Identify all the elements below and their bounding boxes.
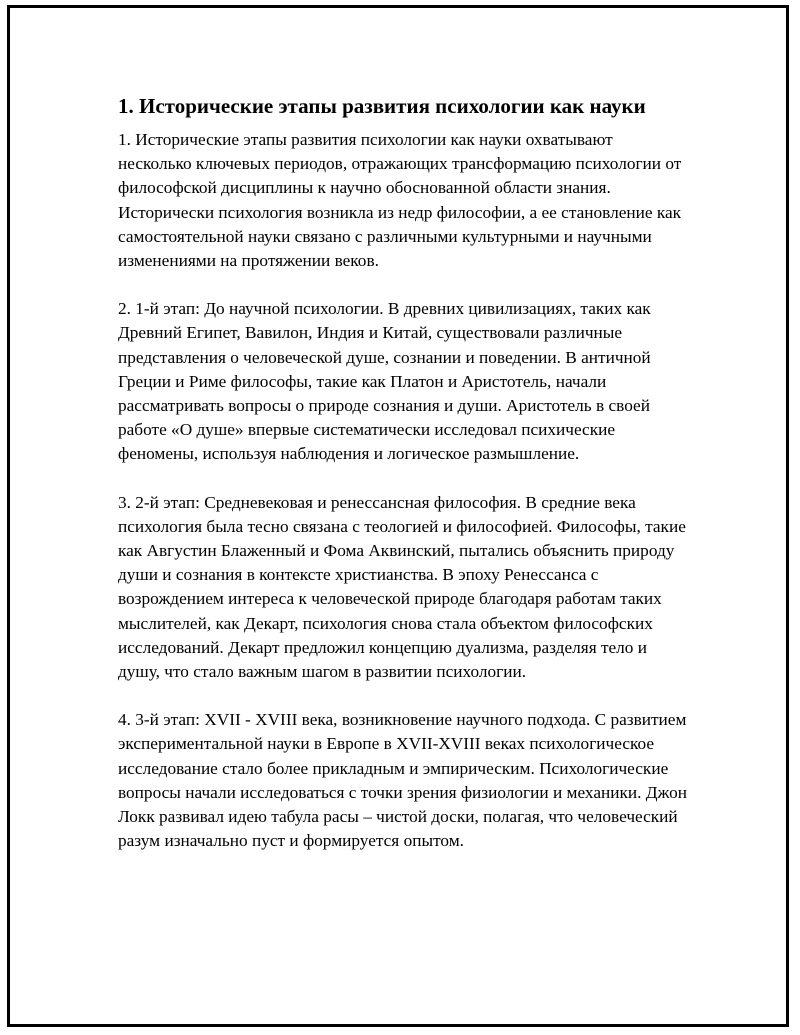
paragraph-stage-3: 4. 3-й этап: XVII - XVIII века, возникновение научного подхода. С развитием экспериментальной науки в Европе в XVII-XVIII веках психологическое исследование стало более прикладным и эмпирическим. Психологические вопросы начали исследоваться с точки зрения физиологии и механики. Джон Локк развивал идею табула расы – чистой доски, полагая, что человеческий разум изначально пуст и формируется опытом. [118, 710, 687, 851]
document-heading: 1. Исторические этапы развития психологии как науки [118, 94, 646, 118]
paragraph-stage-2: 3. 2-й этап: Средневековая и ренессансная философия. В средние века психология была тесно связана с теологией и философией. Философы, такие как Августин Блаженный и Фома Аквинский, пытались объяснить природу души и сознания в контексте христианства. В эпоху Ренессанса с возрождением интереса к человеческой природе благодаря работам таких мыслителей, как Декарт, психология снова стала объектом философских исследований. Декарт предложил концепцию дуализма, разделяя тело и душу, что стало важным шагом в развитии психологии. [118, 492, 686, 682]
document-body [110, 92, 690, 853]
paragraph-stage-1: 2. 1-й этап: До научной психологии. В древних цивилизациях, таких как Древний Египет, Вавилон, Индия и Китай, существовали различные представления о человеческой душе, сознании и поведении. В античной Греции и Риме философы, такие как Платон и Аристотель, начали рассматривать вопросы о природе сознания и души. Аристотель в своей работе «О душе» впервые систематически исследовал психические феномены, используя наблюдения и логическое размышление. [118, 299, 651, 464]
paragraph-intro: 1. Исторические этапы развития психологии как науки охватывают несколько ключевых периодов, отражающих трансформацию психологии от философской дисциплины к научно обоснованной области знания. Исторически психология возникла из недр философии, а ее становление как самостоятельной науки связано с различными культурными и научными изменениями на протяжении веков. [118, 130, 682, 271]
